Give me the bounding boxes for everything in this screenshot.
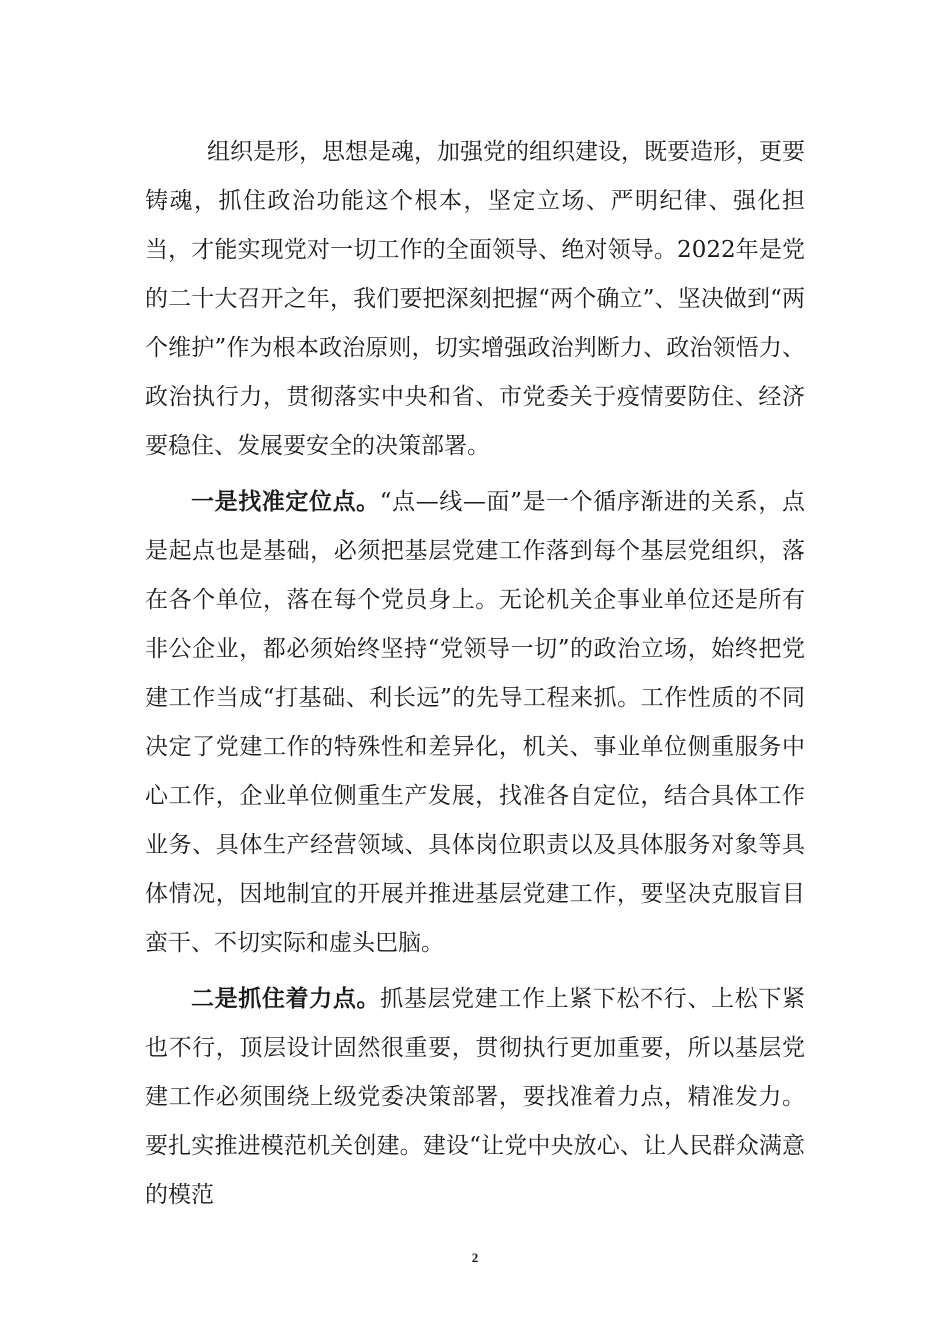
paragraph-3 [145, 974, 805, 1220]
paragraph-3-text: 抓基层党建工作上紧下松不行、上松下紧也不行，顶层设计固然很重要，贯彻执行更加重要，所以基层党建工作必须围绕上级党委决策部署，要找准着力点，精准发力。要扎实推进模范机关创建。建设“让党中央放心、让人民群众满意的模范 [145, 986, 806, 1208]
paragraph-2-text: “点—线—面”是一个循序渐进的关系，点是起点也是基础，必须把基层党建工作落到每个基层党组织，落在各个单位，落在每个党员身上。无论机关企事业单位还是所有非公企业，都必须始终坚持“党领导一切”的政治立场，始终把党建工作当成“打基础、利长远”的先导工程来抓。工作性质的不同决定了党建工作的特殊性和差异化，机关、事业单位侧重服务中心工作，企业单位侧重生产发展，找准各自定位，结合具体工作业务、具体生产经营领域、具体岗位职责以及具体服务对象等具体情况，因地制宜的开展并推进基层党建工作，要坚决克服盲目蛮干、不切实际和虚头巴脑。 [145, 489, 805, 956]
paragraph-2-lead: 一是找准定位点。 [191, 488, 380, 515]
document-body [145, 127, 805, 1220]
paragraph-2 [145, 477, 805, 968]
paragraph-1 [145, 127, 805, 471]
paragraph-1-text: 组织是形，思想是魂，加强党的组织建设，既要造形，更要铸魂，抓住政治功能这个根本，坚定立场、严明纪律、强化担当，才能实现党对一切工作的全面领导、绝对领导。2022年是党的二十大召开之年，我们要把深刻把握“两个确立”、坚决做到“两个维护”作为根本政治原则，切实增强政治判断力、政治领悟力、政治执行力，贯彻落实中央和省、市党委关于疫情要防住、经济要稳住、发展要安全的决策部署。 [145, 139, 805, 459]
paragraph-3-lead: 二是抓住着力点。 [191, 985, 381, 1012]
page-number: 2 [471, 1250, 479, 1265]
